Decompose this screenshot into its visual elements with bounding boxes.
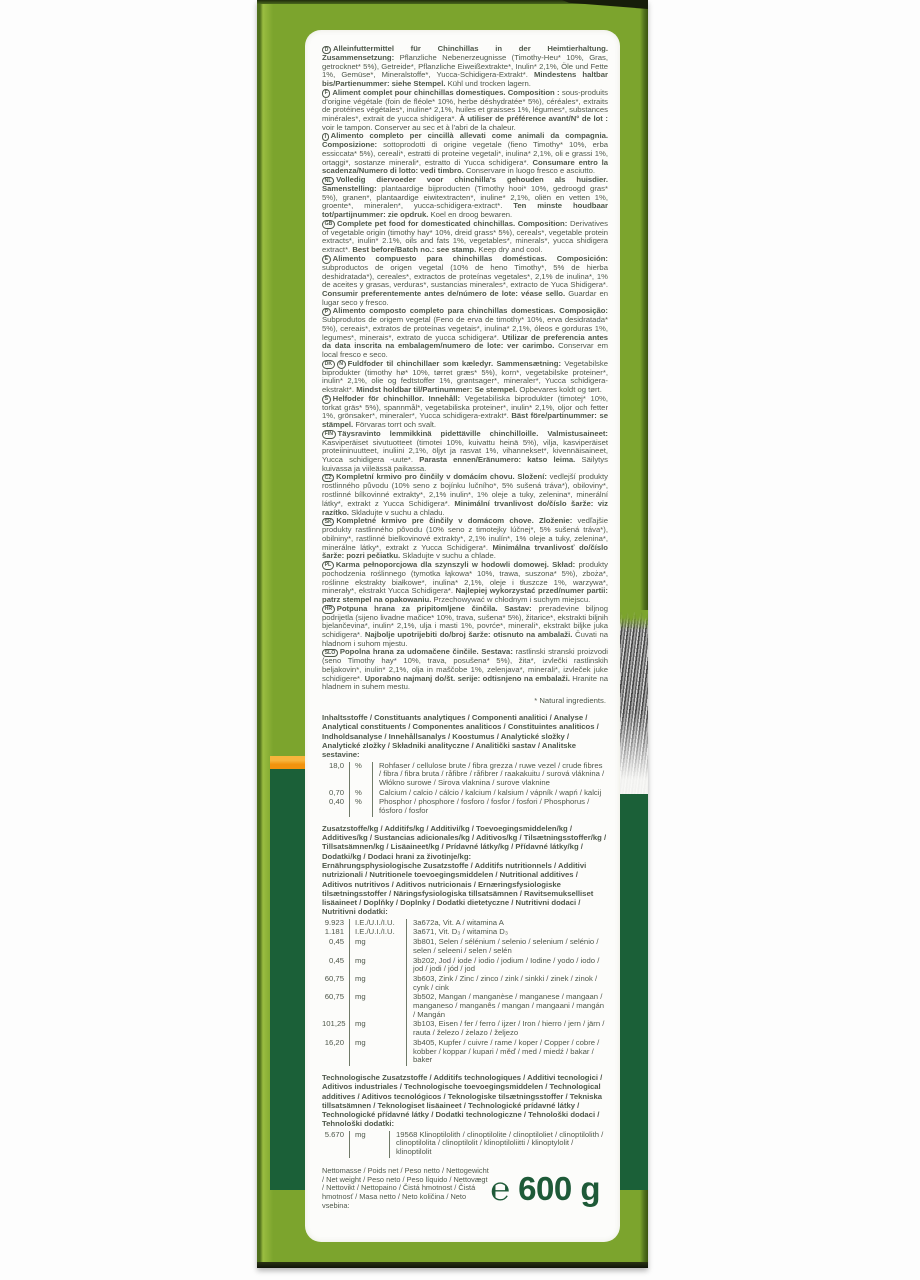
table-cell-unit: mg	[349, 1131, 389, 1158]
table-row	[322, 975, 608, 993]
country-code-badge: P	[322, 308, 331, 316]
estimated-sign-icon: ℮	[490, 1169, 511, 1207]
country-code-badge: HR	[322, 605, 335, 613]
net-weight-row	[322, 1167, 608, 1211]
lang-paragraph-hr: HR Potpuna hrana za pripitomljene činčila. Sastav: preradevine biljnog podrijetla (sijeno livadne mačice* 10%, trava, sušena* 5%), žitarice*, ekstrakti biljnih bjelančevina*, inulin* 2,1%, ulja i masti 1%, povrće*, minerali*, ekstrakt biljke juka schidigera*. Najbolje upotrijebiti do/broj šarže: otisnuto na ambalaži. Čuvati na hladnom i suhom mjestu.	[322, 603, 609, 648]
table-row	[322, 1131, 608, 1158]
lang-paragraph-d: D Alleinfuttermittel für Chinchillas in der Heimtierhaltung. Zusammensetzung: Pflanzliche Nebenerzeugnisse (Timothy-Heu* 10%, Gras, getrocknet* 5%), Getreide*, Pflanzliche Eiweißextrakte*, Inulin* 2,1%, Öle und Fette 1%, Gemüse*, Mineralstoffe*, Yucca-Schidigera-Extrakt*. Mindestens haltbar bis/Partienummer: siehe Stempel. Kühl und trocken lagern.	[322, 44, 609, 89]
lang-paragraph-nl: NL Volledig diervoeder voor chinchilla's gehouden als huisdier. Samenstelling: plantaardige bijproducten (Timothy hooi* 10%, gedroogd gras* 5%), granen*, plantaardige eiwitextracten*, inuline* 2,1%, oliën en vetten 1%, groente*, mineralen*, yucca-schidigera-extract*. Ten minste houdbaar tot/partijnummer: zie opdruk. Koel en droog bewaren.	[322, 175, 609, 220]
table-cell-desc: 3b801, Selen / sélénium / selenio / selenium / selénio / selen / seleeni / selen / selén	[406, 938, 608, 956]
table-cell-desc: 3b405, Kupfer / cuivre / rame / koper / Copper / cobre / kobber / koppar / kupari / měď / med / miedź / bakar / baker	[406, 1039, 608, 1066]
table-cell-unit: I.E./U.I./I.U.	[349, 919, 406, 929]
country-code-badge: SLO	[322, 649, 338, 657]
table-cell-unit: mg	[349, 957, 406, 975]
table-cell-value: 9.923	[324, 917, 344, 927]
additives-heading: Zusatzstoffe/kg / Additifs/kg / Additivi/kg / Toevoegingsmiddelen/kg / Additives/kg / Sustancias adicionales/kg / Aditivos/kg / Tilsætningsstoffer/kg / Tillsatsämnen/kg / Lisäaineet/kg / Prídavné látky/kg / Přídavné látky/kg / Dodatki/kg / Dodaci hrani za životinje/kg:	[322, 823, 607, 861]
table-cell-desc: 3a671, Vit. D₃ / witamina D₃	[406, 928, 608, 938]
table-cell-desc: 3b202, Jod / iode / iodio / jodium / Iodine / yodo / iodo / jod / jodi / jód / jod	[406, 957, 608, 975]
country-code-badge: PL	[322, 561, 334, 569]
table-cell-value: 0,40	[329, 797, 344, 807]
right-dark-green-panel	[617, 784, 648, 1190]
table-cell-desc: Rohfaser / cellulose brute / fibra grezza / ruwe vezel / crude fibres / fibra / fibra bruta / råfibre / råfibrer / raakakuitu / surová vláknina / Włókno surowe / Sirova vlaknina / surove vlaknine	[372, 762, 608, 789]
orange-accent-strip	[270, 756, 305, 769]
country-code-badge: CZ	[322, 474, 334, 482]
country-code-badge: N	[337, 360, 346, 368]
table-cell-value: 0,70	[329, 787, 344, 797]
analytical-constituents-heading: Inhaltsstoffe / Constituants analytiques / Componenti analitici / Analyse / Analytical constituents / Componentes analiticos / Constituintes analiticos / Indholdsanalyse / Innehållsanalys / Koostumus / Analytické složky / Analytické zložky / Składniki analityczne / Analitički sastav / Analitske sestavine:	[322, 713, 599, 760]
lang-paragraph-e: E Alimento compuesto para chinchillas domésticas. Composición: subproductos de origen vegetal (10% de heno Timothy*, 5% de hierba deshidratada*), cereales*, extractos de proteínas vegetales*, 2,1% de inulina*, 1% de aceites y grasas, verduras*, sustancias minerales*, extracto de Yuca Shidigera*. Consumir preferentemente antes de/número de lote: véase sello. Guardar en lugar seco y fresco.	[322, 253, 608, 307]
table-cell-value: 60,75	[324, 973, 344, 983]
table-cell-unit: I.E./U.I./I.U.	[349, 928, 406, 938]
package-top-fold-shadow	[562, 0, 648, 9]
lang-paragraph-s: S Helfoder för chinchillor. Innehåll: Vegetabiliska biprodukter (timotej* 10%, torkat gräs* 5%), spannmål*, vegetabiliska proteiner*, inulin* 2,1%, oljor och fetter 1%, grönsaker*, mineraler*, Yucca schidigera-extrakt*. Bäst före/partinummer: se stämpel. Förvaras torrt och svalt.	[322, 393, 608, 430]
table-cell-value: 18,0	[329, 760, 344, 770]
package-bottom-edge	[257, 1262, 648, 1268]
net-weight-value: 600 g	[518, 1169, 600, 1207]
nutritional-additives-heading: Ernährungsphysiologische Zusatzstoffe / Additifs nutritionnels / Additivi nutrizionali / Nutritionele toevoegingsmiddelen / Nutritional additives / Aditivos nutritivos / Aditivos nutricionais / Ernæringsfysiologiske tilsætningsstoffer / Näringsfysiologiska tillsatsämnen / Ravitsemukselliset lisäaineet / Doplňky / Doplnky / Dodatki dietetyczne / Nutritivni dodaci / Nutritivni dodatki:	[322, 860, 594, 917]
table-cell-desc: 19568 Klinoptilolith / clinoptilolite / clinoptiloliet / clinoptilolith / clinoptilolita / clinoptilolit / klinoptiloliitti / klinoptylolit / klinoptilolit	[389, 1131, 608, 1158]
lang-paragraph-cz: CZ Kompletní krmivo pro činčily v domácím chovu. Složení: vedlejší produkty rostlinného původu (10% seno z bojínku lučního*, 5% sušená tráva*), obiloviny*, rostlinné bílkovinné extrakty*, 2,1% inulin*, 1% oleje a tuky, zelenina*, minerální látky*, extrakt z Yucca Schidigera*. Minimální trvanlivost do/číslo šarže: viz razítko. Skladujte v suchu a chladu.	[322, 472, 608, 517]
table-cell-unit: %	[349, 762, 372, 789]
table-cell-desc: Phosphor / phosphore / fosforo / fosfor / fosfori / Phosphorus / fósforo / fosfor	[372, 798, 608, 816]
net-weight-heading: Nettomasse / Poids net / Peso netto / Nettogewicht / Net weight / Peso neto / Peso líquido / Nettovægt / Nettovikt / Nettopaino / Čistá hmotnost / Čistá hmotnosť / Masa netto / Neto količina / Neto vsebina:	[322, 1165, 489, 1210]
table-cell-value: 5.670	[324, 1129, 344, 1139]
analytical-constituents-table	[322, 762, 608, 817]
table-row	[322, 1020, 608, 1038]
table-cell-value: 1.181	[324, 927, 344, 937]
country-code-badge: F	[322, 89, 330, 97]
country-code-badge: E	[322, 255, 331, 263]
lang-paragraph-fin: FIN Täysravinto lemmikkinä pidettäville chinchilloille. Valmistusaineet: Kasviperäiset sivutuotteet (timotei 10%, kuivattu heinä 5%), vilja, kasviperäiset proteiininuutteet, inuliini 2,1%, öljyt ja rasvat 1%, vihannekset*, kivennäisaineet, Yucca schidigera -uute*. Parasta ennen/Eränumero: katso leima. Säilytys kuivassa ja viileässä paikassa.	[322, 428, 608, 473]
country-code-badge: FIN	[322, 430, 336, 438]
table-cell-unit: mg	[349, 938, 406, 956]
lang-paragraph-slo: SLO Popolna hrana za udomačene činčile. Sestava: rastlinski stranski proizvodi (seno Timothy hay* 10%, trava, posušena* 5%), žita*, izvlečki rastlinskih beljakovin*, inulin* 2,1%, olja in maščobe 1%, zelenjava*, minerali*, izvleček juke schidigere*. Uporabno najmanj do/št. serije: odtisnjeno na embalaži. Hranite na hladnem in suhem mestu.	[322, 647, 608, 692]
table-cell-unit: mg	[349, 1020, 406, 1038]
table-row	[322, 938, 608, 956]
lang-paragraph-gb: GB Complete pet food for domesticated chinchillas. Composition: Derivatives of vegetable origin (timothy hay* 10%, dreid grass* 5%), cereals*, vegetable protein extracts*, inulin* 2.1%, oils and fats 1%, vegetables*, minerals*, yucca shidigera extract*. Best before/Batch no.: see stamp. Keep dry and cool.	[322, 218, 608, 255]
table-cell-value: 0,45	[329, 955, 344, 965]
table-row	[322, 1039, 608, 1066]
lang-paragraph-f: F Aliment complet pour chinchillas domestiques. Composition : sous-produits d'origine végétale (foin de fléole* 10%, herbe déshydratée* 5%), céréales*, extraits de protéines végétales*, inuline* 2,1%, huiles et graisses 1%, légumes*, substances minérales*, extrait de yucca shidigera*. À utiliser de préférence avant/N° de lot : voir le tampon. Conserver au sec et à l'abri de la chaleur.	[322, 87, 608, 132]
table-cell-value: 16,20	[324, 1037, 344, 1047]
net-weight-amount	[490, 1170, 608, 1208]
technological-additives-heading: Technologische Zusatzstoffe / Additifs technologiques / Additivi tecnologici / Aditivos industriales / Technologische toevoegingsmiddelen / Technological additives / Aditivos tecnológicos / Teknologiske tilsætningsstoffer / Tekniska tillsatsämnen / Teknologiset lisäaineet / Technologické prídavné látky / Technologické přídavné látky / Dodatki technologiczne / Tehnološki dodaci / Tehnološki dodatki:	[322, 1073, 603, 1129]
table-cell-unit: mg	[349, 975, 406, 993]
table-cell-value: 101,25	[322, 1019, 346, 1029]
table-cell-desc: 3b502, Mangan / manganèse / manganese / mangaan / manganeso / manganês / mangan / mangaani / mangán / Mangán	[406, 993, 608, 1020]
ingredients-label	[305, 30, 620, 1242]
lang-paragraph-dk-n: DK N Fuldfoder til chinchillaer som kæledyr. Sammensætning: Vegetabilske biprodukter (timothy hø* 10%, tørret græs* 5%), korn*, vegetabilske proteiner*, inulin* 2,1%, olie og fedtstoffer 1%, grøntsager*, mineraler*, Yucca schidigera-ekstrakt*. Mindst holdbar til/Partinummer: Se stempel. Opbevares koldt og tørt.	[322, 358, 608, 395]
lang-paragraph-sk: SK Kompletné krmivo pre činčily v domácom chove. Zloženie: vedľajšie produkty rastlinného pôvodu (10% seno z timotejky lúčnej*, 5% sušená tráva*), obilniny*, rastlinné bielkovinové extrakty*, 2,1% inulín*, 1% oleje a tuky, zelenina*, minerálne látky*, extrakt z Yucca Schidigera*. Minimálna trvanlivosť do/číslo šarže: pozri pečiatku. Skladujte v suchu a chlade.	[322, 516, 608, 561]
table-row	[322, 762, 608, 789]
table-row	[322, 957, 608, 975]
table-cell-value: 0,45	[329, 937, 344, 947]
table-row	[322, 798, 608, 816]
table-cell-desc: 3b603, Zink / Zinc / zinco / zink / sinkki / zinek / zinok / cynk / cink	[406, 975, 608, 993]
nutritional-additives-table	[322, 919, 608, 1066]
country-code-badge: NL	[322, 177, 334, 185]
table-cell-desc: 3a672a, Vit. A / witamina A	[406, 919, 608, 929]
lang-paragraph-i: I Alimento completo per cincillà allevati come animali da compagnia. Composizione: sottoprodotti di origine vegetale (fieno Timothy* 10%, erba essiccata* 5%), cereali*, estratti di proteine vegetali*, inulina* 2,1%, oli e grassi 1%, ortaggi*, sostanze minerali*, estratto di Yucca schidigera*. Consumare entro la scadenza/Numero di lotto: vedi timbro. Conservare in luogo fresco e asciutto.	[322, 131, 608, 176]
country-code-badge: SK	[322, 518, 334, 526]
chinchilla-fur-photo-edge	[617, 612, 648, 794]
package-back-panel	[257, 0, 648, 1268]
country-code-badge: S	[322, 395, 331, 403]
lang-paragraph-p: P Alimento composto completo para chinchillas domesticas. Composição: Subprodutos de origem vegetal (Feno de erva de timothy* 10%, erva desidratada* 5%), cereais*, extratos de proteínas vegetais*, inulina* 2,1%, óleos e gorduras 1%, legumes*, minerais*, extrato de yucca schidigera*. Utilizar de preferencia antes da data inscrita na embalagem/numero de lote: ver carimbo. Conservar em local fresco e seco.	[322, 306, 609, 360]
technological-additives-table	[322, 1131, 608, 1158]
table-cell-unit: mg	[349, 993, 406, 1020]
composition-paragraphs	[322, 45, 608, 692]
left-dark-green-panel	[270, 769, 305, 1190]
table-cell-desc: 3b103, Eisen / fer / ferro / ijzer / Iron / hierro / jern / järn / rauta / železo / żelazo / željezo	[406, 1020, 608, 1038]
table-cell-unit: %	[349, 798, 372, 816]
country-code-badge: I	[322, 133, 329, 141]
table-cell-desc: Calcium / calcio / cálcio / kalcium / kalsium / vápník / wapń / kalcij	[372, 789, 608, 799]
natural-ingredients-note: * Natural ingredients.	[534, 696, 606, 706]
country-code-badge: GB	[322, 220, 335, 228]
country-code-badge: D	[322, 46, 331, 54]
table-cell-unit: %	[349, 789, 372, 799]
lang-paragraph-pl: PL Karma pełnoporcjowa dla szynszyli w hodowli domowej. Skład: produkty pochodzenia roślinnego (tymotka łąkowa* 10%, trawa, suszona* 5%), zboża*, roślinne ekstrakty białkowe*, inulina* 2,1%, oleje i tłuszcze 1%, warzywa*, minerały*, ekstrakt Yucca Schidigera*. Najlepiej wykorzystać przed/numer partii: patrz stempel na opakowaniu. Przechowywać w chłodnym i suchym miejscu.	[322, 559, 608, 604]
table-cell-unit: mg	[349, 1039, 406, 1066]
country-code-badge: DK	[322, 360, 335, 368]
table-row	[322, 993, 608, 1020]
table-cell-value: 60,75	[324, 992, 344, 1002]
